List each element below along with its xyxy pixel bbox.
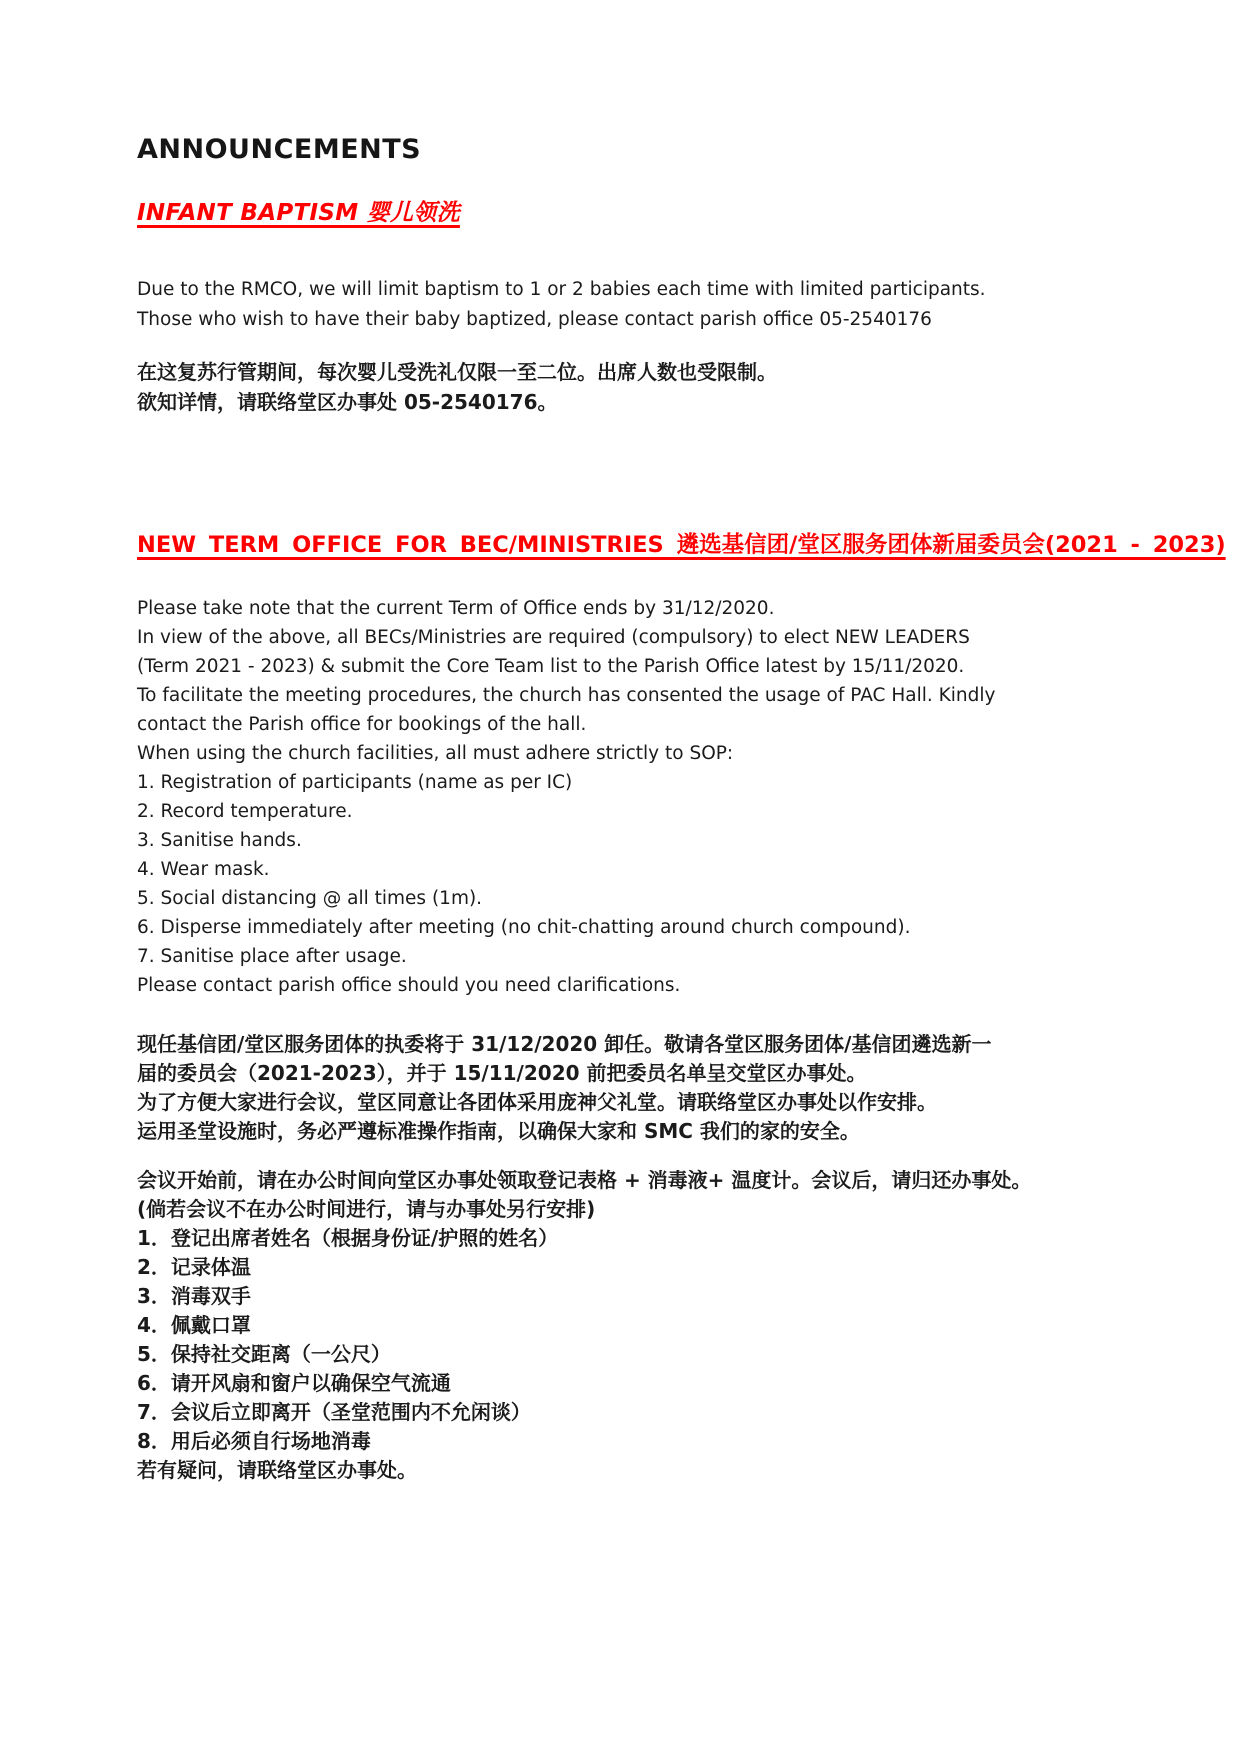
- text-line: Please contact parish office should you need clarifications.: [137, 975, 681, 996]
- sop-list-item: 1. Registration of participants (name as per IC): [137, 772, 573, 793]
- infant-baptism-chinese-paragraph: [137, 357, 1130, 417]
- text-line: Please take note that the current Term of Office ends by 31/12/2020.: [137, 598, 775, 619]
- sop-list-item: 7. Sanitise place after usage.: [137, 946, 407, 967]
- text-line: 若有疑问，请联络堂区办事处。: [137, 1458, 417, 1482]
- meeting-sop-chinese-paragraph: [137, 1166, 1130, 1485]
- text-line: 欲知详情，请联络堂区办事处 05-2540176。: [137, 390, 558, 414]
- text-line: In view of the above, all BECs/Ministries are required (compulsory) to elect NEW LEADERS: [137, 627, 970, 648]
- sop-list-item-zh: 6．请开风扇和窗户以确保空气流通: [137, 1371, 451, 1395]
- sop-list-item: 5. Social distancing @ all times (1m).: [137, 888, 483, 909]
- text-line: Those who wish to have their baby baptized, please contact parish office 05-2540176: [137, 309, 932, 330]
- sop-list-item-zh: 4．佩戴口罩: [137, 1313, 251, 1337]
- new-term-english-paragraph: [137, 594, 1130, 1000]
- sop-list-item: 3. Sanitise hands.: [137, 830, 302, 851]
- text-line: contact the Parish office for bookings of the hall.: [137, 714, 587, 735]
- sop-list-item: 2. Record temperature.: [137, 801, 353, 822]
- text-line: To facilitate the meeting procedures, the church has consented the usage of PAC Hall. Kindly: [137, 685, 996, 706]
- sop-list-item: 4. Wear mask.: [137, 859, 270, 880]
- text-line: 为了方便大家进行会议，堂区同意让各团体采用庞神父礼堂。请联络堂区办事处以作安排。: [137, 1090, 937, 1114]
- page-title: ANNOUNCEMENTS: [137, 134, 422, 165]
- sop-list-item-zh: 2．记录体温: [137, 1255, 251, 1279]
- sop-list-item-zh: 7．会议后立即离开（圣堂范围内不允闲谈）: [137, 1400, 531, 1424]
- text-line: 届的委员会（2021-2023），并于 15/11/2020 前把委员名单呈交堂区办事处。: [137, 1061, 867, 1085]
- text-line: (倘若会议不在办公时间进行，请与办事处另行安排): [137, 1197, 596, 1221]
- text-line: 会议开始前，请在办公时间向堂区办事处领取登记表格 + 消毒液+ 温度计。会议后，请归还办事处。: [137, 1168, 1032, 1192]
- sop-list-item-zh: 5．保持社交距离（一公尺）: [137, 1342, 391, 1366]
- sop-list-item-zh: 1．登记出席者姓名（根据身份证/护照的姓名）: [137, 1226, 559, 1250]
- new-term-chinese-paragraph: [137, 1030, 1130, 1146]
- text-line: (Term 2021 - 2023) & submit the Core Team list to the Parish Office latest by 15/11/2020.: [137, 656, 965, 677]
- section-heading-infant-baptism: INFANT BAPTISM 婴儿领洗: [137, 200, 460, 226]
- text-line: 运用圣堂设施时，务必严遵标准操作指南，以确保大家和 SMC 我们的家的安全。: [137, 1119, 860, 1143]
- text-line: 现任基信团/堂区服务团体的执委将于 31/12/2020 卸任。敬请各堂区服务团体/基信团遴选新一: [137, 1032, 992, 1056]
- section-heading-new-term-office: NEW TERM OFFICE FOR BEC/MINISTRIES 遴选基信团/堂区服务团体新届委员会(2021 - 2023): [137, 532, 1226, 558]
- text-line: When using the church facilities, all must adhere strictly to SOP:: [137, 743, 734, 764]
- sop-list-item-zh: 3．消毒双手: [137, 1284, 251, 1308]
- text-line: Due to the RMCO, we will limit baptism to 1 or 2 babies each time with limited participants.: [137, 279, 986, 300]
- sop-list-item: 6. Disperse immediately after meeting (no chit-chatting around church compound).: [137, 917, 911, 938]
- sop-list-item-zh: 8．用后必须自行场地消毒: [137, 1429, 371, 1453]
- infant-baptism-english-paragraph: [137, 275, 1130, 335]
- text-line: 在这复苏行管期间，每次婴儿受洗礼仅限一至二位。出席人数也受限制。: [137, 360, 777, 384]
